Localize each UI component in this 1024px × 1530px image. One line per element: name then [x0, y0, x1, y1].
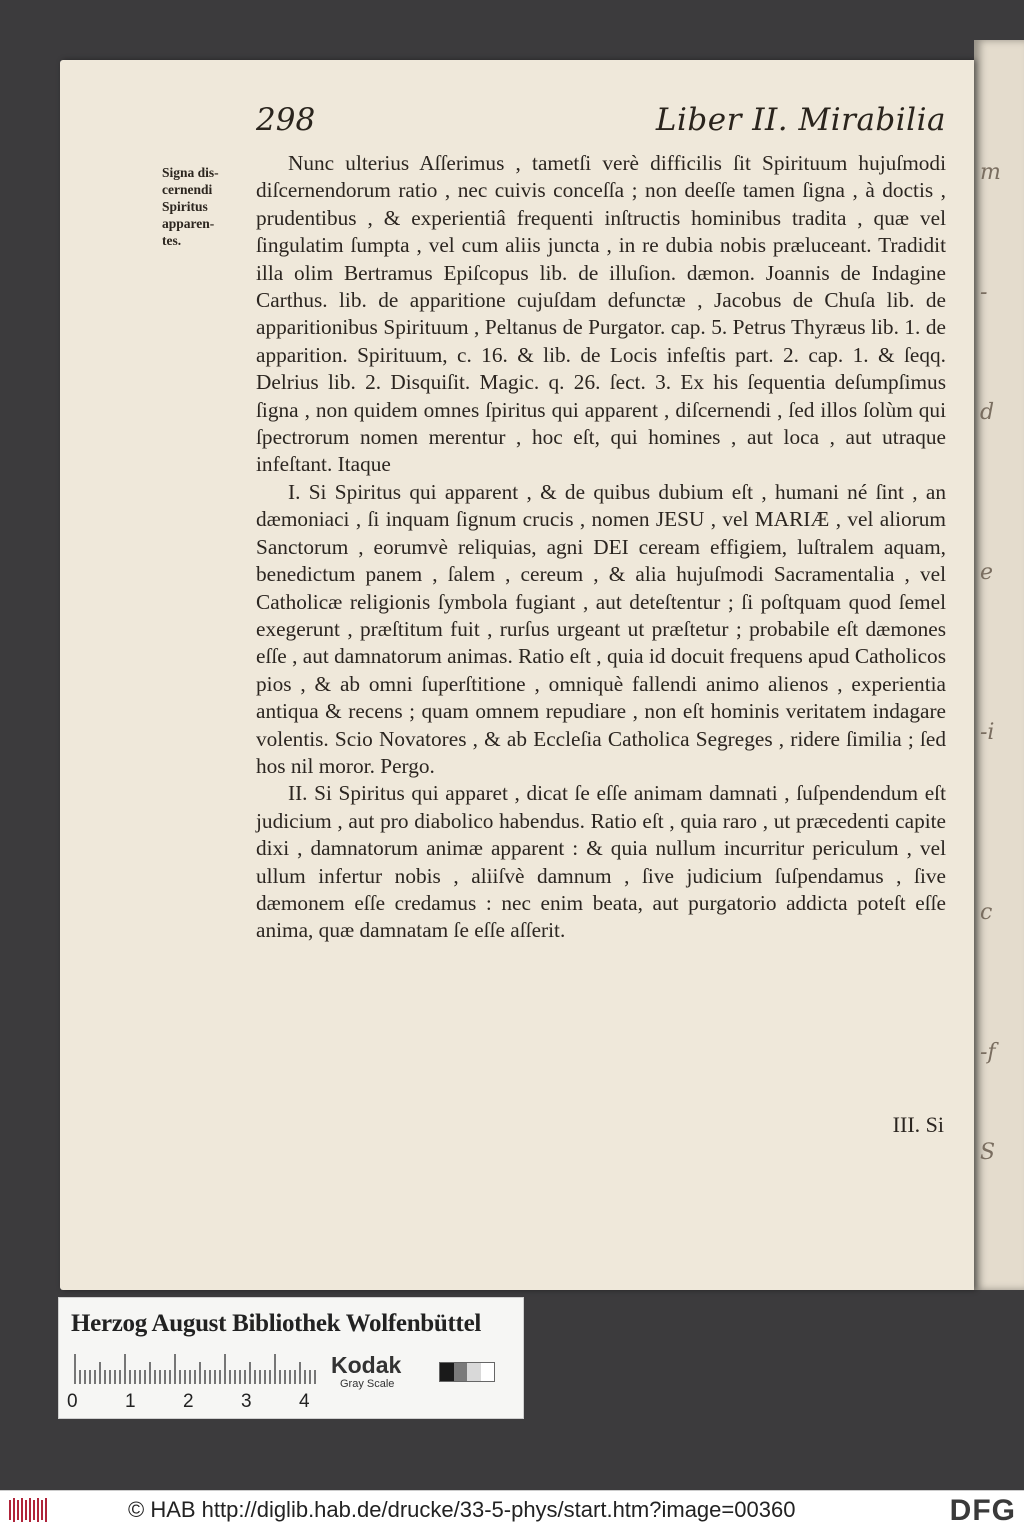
- facing-page-edge: m - d e -i c -f S: [974, 40, 1024, 1290]
- footer-bar: [0, 1490, 1024, 1530]
- ruler-number: 2: [183, 1391, 194, 1412]
- ruler-number: 4: [299, 1391, 310, 1412]
- gray-scale-label: Gray Scale: [340, 1378, 395, 1390]
- gray-swatch: [440, 1363, 454, 1381]
- ruler-number: 1: [125, 1391, 136, 1412]
- book-page: [60, 60, 974, 1290]
- page-header: [256, 102, 946, 142]
- hab-logo-icon: [8, 1497, 48, 1523]
- color-calibration-bar: [58, 1297, 524, 1419]
- paragraph-one: I. Si Spiritus qui apparent , & de quibus dubium eſt , humani né ſint , an dæmoniaci , ſi inquam ſignum crucis , nomen JESU , vel MARIÆ , vel aliorum Sanctorum , eorumvè reliquias, agni DEI ceream effigiem, luſtralem aquam, benedictum panem , ſalem , cereum , & alia hujuſmodi Sacramentalia , vel Catholicæ religionis ſymbola fugiant , aut deteſtentur ; ſi poſtquam quod ſemel exegerunt , præſtitum fuit , rurſus urgeant ut præſtetur ; probabile eſt dæmones eſſe , aut damnatorum animas. Ratio eſt , quia id docuit frequens apud Catholicos pios , & ab omni ſuperſtitione , omniquè fallendi animo alienos , experientia antiqua & recens ; quam omnem repudiare , non eſt hominis veritatem indagare volentis. Scio Novatores , & ab Eccleſia Catholica Segreges , ridere ſimilia ; ſed hos nil moror. Pergo.: [256, 479, 946, 778]
- margin-note: Signa dis- cernendi Spiritus apparen- tes.: [162, 165, 219, 248]
- gray-swatch: [454, 1363, 468, 1381]
- ruler-number: 0: [67, 1391, 78, 1412]
- gray-swatches: [439, 1362, 495, 1382]
- ruler-number: 3: [241, 1391, 252, 1412]
- gray-swatch: [481, 1363, 495, 1381]
- gray-swatch: [467, 1363, 481, 1381]
- paragraph-two: II. Si Spiritus qui apparet , dicat ſe eſſe animam damnati , ſuſpendendum eſt judicium , aut pro diabolico habendus. Ratio eſt , quia raro , ut præcedenti capite dixi , damnatorum animæ apparent : & quia nullum incurritur periculum , vel ullum infertur nobis , aliiſvè damnum , ſive judicium ſuſpendamus , ſive dæmonem eſſe credamus : nec enim beata, aut purgatorio addicta poteſt eſſe anima, quæ damnatam ſe eſſe aſſerit.: [256, 781, 946, 943]
- body-text: [256, 150, 946, 945]
- running-head: Liber II. Mirabilia: [655, 102, 946, 138]
- copyright-link[interactable]: © HAB http://diglib.hab.de/drucke/33-5-phys/start.htm?image=00360: [128, 1497, 796, 1522]
- ruler-icon: [71, 1350, 316, 1384]
- page-number: 298: [256, 102, 316, 138]
- library-name: Herzog August Bibliothek Wolfenbüttel: [71, 1310, 482, 1337]
- kodak-brand: Kodak: [331, 1352, 402, 1378]
- dfg-logo: DFG: [949, 1494, 1016, 1527]
- catchword: III. Si: [892, 1112, 944, 1137]
- paragraph-intro: Nunc ulterius Aſſerimus , tametſi verè difficilis ſit Spirituum hujuſmodi diſcernendorum ratio , nec cuivis conceſſa ; non deeſſe tamen ſigna , à doctis , prudentibus , & experientiâ frequenti inſtructis hominibus tradita , quæ vel ſingulatim ſumpta , vel cum aliis juncta , in re dubia nobis præluceant. Tradidit illa olim Bertramus Epiſcopus lib. de illuſion. dæmon. Joannis de Indagine Carthus. lib. de apparitione cujuſdam defunctæ , Jacobus de Chuſa lib. de apparitionibus Spirituum , Peltanus de Purgator. cap. 5. Petrus Thyræus lib. 1. de apparition. Spirituum, c. 16. & lib. de Locis infeſtis part. 2. cap. 1. & ſeqq. Delrius lib. 2. Disquiſit. Magic. q. 26. ſect. 3. Ex his ſequentia deſumpſimus ſigna , non quidem omnes ſpiritus qui apparent , diſcernendi , ſed illos ſolùm qui ſpectrorum nomen merentur , hoc eſt, qui homines , aut loca , aut utraque infeſtant. Itaque: [256, 151, 946, 477]
